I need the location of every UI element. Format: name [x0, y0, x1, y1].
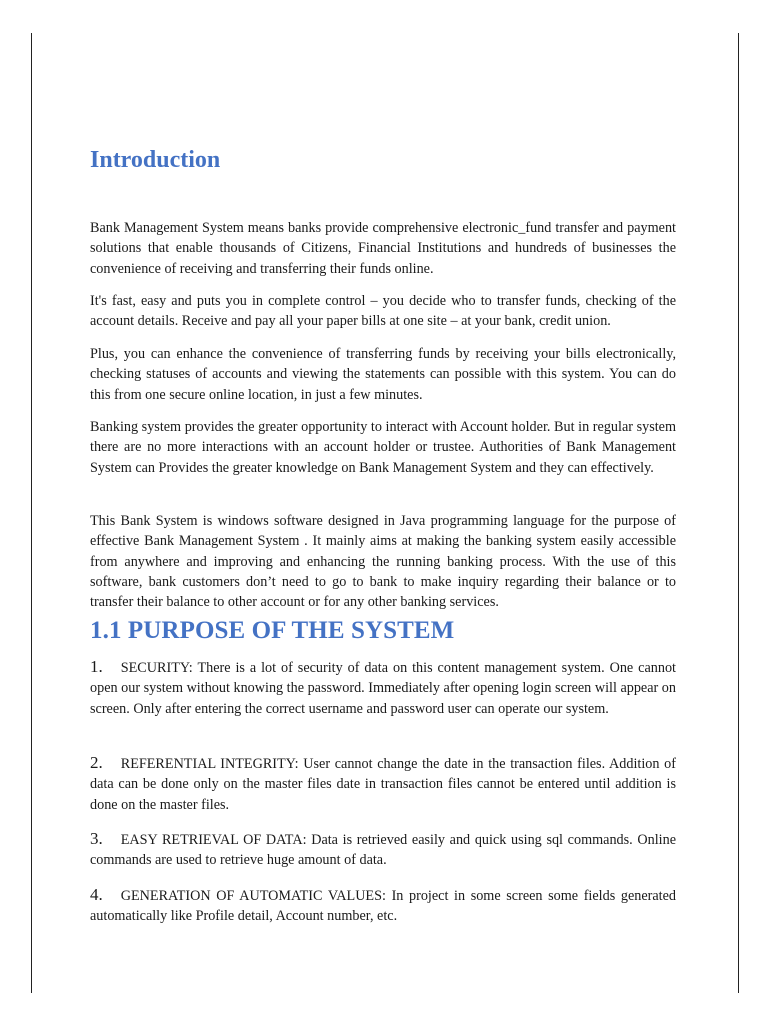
list-number: 3. [90, 829, 103, 848]
list-text: REFERENTIAL INTEGRITY: User cannot change the date in the transaction files. Addition of data can be done only on the master files date in transaction files cannot be entered until addition is done on the master files. [90, 756, 676, 813]
page-border-right [738, 33, 739, 993]
list-item-3 [90, 829, 676, 871]
paragraph-4: Banking system provides the greater opportunity to interact with Account holder. But in regular system there are no more interactions with an account holder or trustee. Authorities of Bank Management System can Provides the greater knowledge on Bank Management System and they can effectively. [90, 419, 676, 476]
list-number: 1. [90, 657, 103, 676]
heading-introduction: Introduction [90, 147, 221, 173]
paragraph-3: Plus, you can enhance the convenience of transferring funds by receiving your bills electronically, checking statuses of accounts and viewing the statements can possible with this system. You can do this from one secure online location, in just a few minutes. [90, 346, 676, 403]
list-text: SECURITY: There is a lot of security of data on this content management system. One cannot open our system without knowing the password. Immediately after opening login screen will appear on screen. Only after entering the correct username and password user can operate our system. [90, 660, 676, 717]
paragraph-2: It's fast, easy and puts you in complete control – you decide who to transfer funds, checking of the account details. Receive and pay all your paper bills at one site – at your bank, credit union. [90, 293, 676, 330]
list-number: 2. [90, 753, 103, 772]
heading-purpose: 1.1 PURPOSE OF THE SYSTEM [90, 617, 455, 644]
paragraph-5: This Bank System is windows software designed in Java programming language for the purpose of effective Bank Management System . It mainly aims at making the banking system easily accessible from anywhere and improving and enhancing the running banking process. With the use of this software, bank customers don’t need to go to bank to make inquiry regarding their balance or to transfer their balance to other account or for any other banking services. [90, 513, 676, 611]
list-item-2 [90, 753, 676, 815]
list-text: EASY RETRIEVAL OF DATA: Data is retrieved easily and quick using sql commands. Online commands are used to retrieve huge amount of data. [90, 832, 676, 869]
list-text: GENERATION OF AUTOMATIC VALUES: In project in some screen some fields generated automatically like Profile detail, Account number, etc. [90, 888, 676, 925]
list-item-4 [90, 885, 676, 927]
list-item-1 [90, 657, 676, 719]
page-border-left [31, 33, 32, 993]
paragraph-1: Bank Management System means banks provide comprehensive electronic_fund transfer and payment solutions that enable thousands of Citizens, Financial Institutions and hundreds of businesses the convenience of receiving and transferring their funds online. [90, 220, 676, 277]
list-number: 4. [90, 885, 103, 904]
